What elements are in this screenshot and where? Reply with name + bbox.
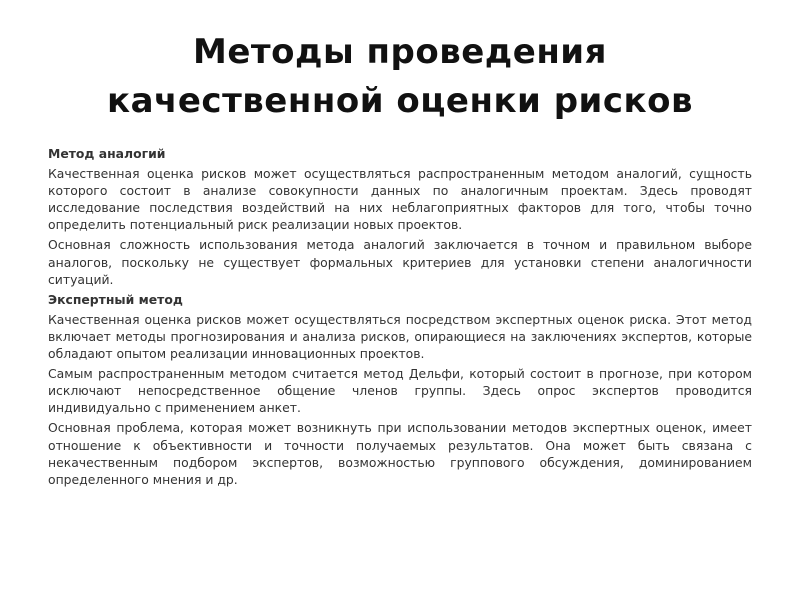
paragraph: Самым распространенным методом считается метод Дельфи, который состоит в прогнозе, при котором исключают непосредственное общение членов группы. Здесь опрос экспертов проводится индивидуально с применением анкет. (48, 366, 752, 416)
paragraph: Основная сложность использования метода аналогий заключается в точном и правильном выборе аналогов, поскольку не существует формальных критериев для установки степени аналогичности ситуаций. (48, 237, 752, 287)
slide-title-line-2: качественной оценки рисков (107, 81, 693, 121)
paragraph: Основная проблема, которая может возникнуть при использовании методов экспертных оценок, имеет отношение к объективности и точности получаемых результатов. Она может быть связана с некачественным подбором экспертов, возможностью группового обсуждения, доминированием определенного мнения и др. (48, 420, 752, 487)
section-analogy-method (48, 145, 752, 288)
paragraph: Качественная оценка рисков может осуществляться посредством экспертных оценок риска. Этот метод включает методы прогнозирования и анализа рисков, опирающиеся на заключениях экспертов, которые обладают опытом реализации инновационных проектов. (48, 311, 752, 362)
section-heading: Экспертный метод (48, 291, 183, 307)
section-heading: Метод аналогий (48, 146, 166, 161)
section-expert-method (48, 291, 752, 488)
slide-body (48, 145, 752, 491)
slide-title-line-1: Методы проведения (193, 32, 607, 72)
paragraph: Качественная оценка рисков может осуществляться распространенным методом аналогий, сущность которого состоит в анализе совокупности данных по аналогичным проектам. Здесь проводят исследование последствия воздействий на них неблагоприятных факторов для того, чтобы точно определить потенциальный риск реализации новых проектов. (48, 166, 752, 233)
slide-title (0, 28, 800, 126)
